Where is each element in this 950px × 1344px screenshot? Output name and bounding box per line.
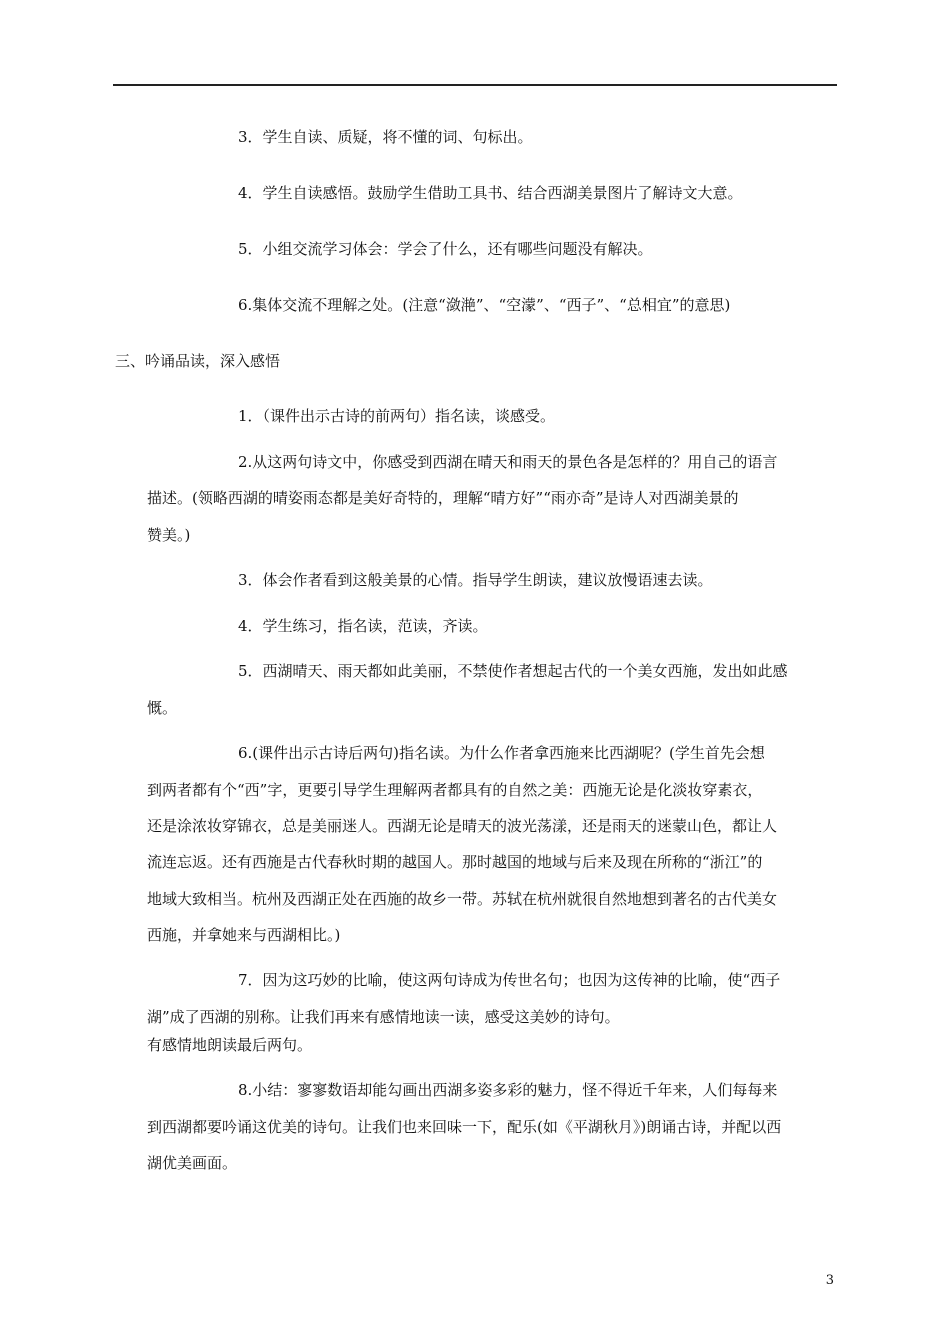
paragraph-line: 赞美。) [147,526,191,544]
header-rule [113,84,837,86]
paragraph-line: 6.(课件出示古诗后两句)指名读。为什么作者拿西施来比西湖呢？(学生首先会想 [238,744,765,762]
paragraph-line: 到西湖都要吟诵这优美的诗句。让我们也来回味一下，配乐(如《平湖秋月》)朗诵古诗，并配以西 [147,1118,782,1136]
section-heading: 三、吟诵品读，深入感悟 [115,352,281,370]
paragraph-line: 慨。 [147,699,178,717]
list-item: 3．学生自读、质疑，将不懂的词、句标出。 [238,128,533,146]
paragraph-line: 湖”成了西湖的别称。让我们再来有感情地读一读，感受这美妙的诗句。 [147,1008,620,1026]
paragraph-line: 8.小结：寥寥数语却能勾画出西湖多姿多彩的魅力，怪不得近千年来，人们每每来 [238,1081,778,1099]
paragraph-line: 地域大致相当。杭州及西湖正处在西施的故乡一带。苏轼在杭州就很自然地想到著名的古代美女 [147,890,778,908]
paragraph-line: 描述。(领略西湖的晴姿雨态都是美好奇特的，理解“晴方好”“雨亦奇”是诗人对西湖美景的 [147,489,739,507]
page-number: 3 [825,1273,834,1288]
paragraph-line: 2.从这两句诗文中，你感受到西湖在晴天和雨天的景色各是怎样的？用自己的语言 [238,453,778,471]
paragraph-line: 5．西湖晴天、雨天都如此美丽，不禁使作者想起古代的一个美女西施，发出如此感 [238,662,788,680]
list-item: 6.集体交流不理解之处。(注意“潋滟”、“空濛”、“西子”、“总相宜”的意思) [238,296,731,314]
list-item: 5．小组交流学习体会：学会了什么，还有哪些问题没有解决。 [238,240,653,258]
paragraph-line: 3．体会作者看到这般美景的心情。指导学生朗读，建议放慢语速去读。 [238,571,713,589]
paragraph-line: 还是涂浓妆穿锦衣，总是美丽迷人。西湖无论是晴天的波光荡漾，还是雨天的迷蒙山色，都让人 [147,817,778,835]
paragraph-line: 4．学生练习，指名读，范读，齐读。 [238,617,488,635]
list-item: 4．学生自读感悟。鼓励学生借助工具书、结合西湖美景图片了解诗文大意。 [238,184,743,202]
paragraph-line: 湖优美画面。 [147,1154,238,1172]
paragraph-line: 到两者都有个“西”字，更要引导学生理解两者都具有的自然之美：西施无论是化淡妆穿素衣， [147,781,763,799]
paragraph-line: 7．因为这巧妙的比喻，使这两句诗成为传世名句；也因为这传神的比喻，使“西子 [238,971,781,989]
paragraph-line: 有感情地朗读最后两句。 [147,1036,313,1054]
paragraph-line: 流连忘返。还有西施是古代春秋时期的越国人。那时越国的地域与后来及现在所称的“浙江”的 [147,853,763,871]
paragraph-line: 1．（课件出示古诗的前两句）指名读，谈感受。 [238,407,556,425]
paragraph-line: 西施，并拿她来与西湖相比。) [147,926,341,944]
